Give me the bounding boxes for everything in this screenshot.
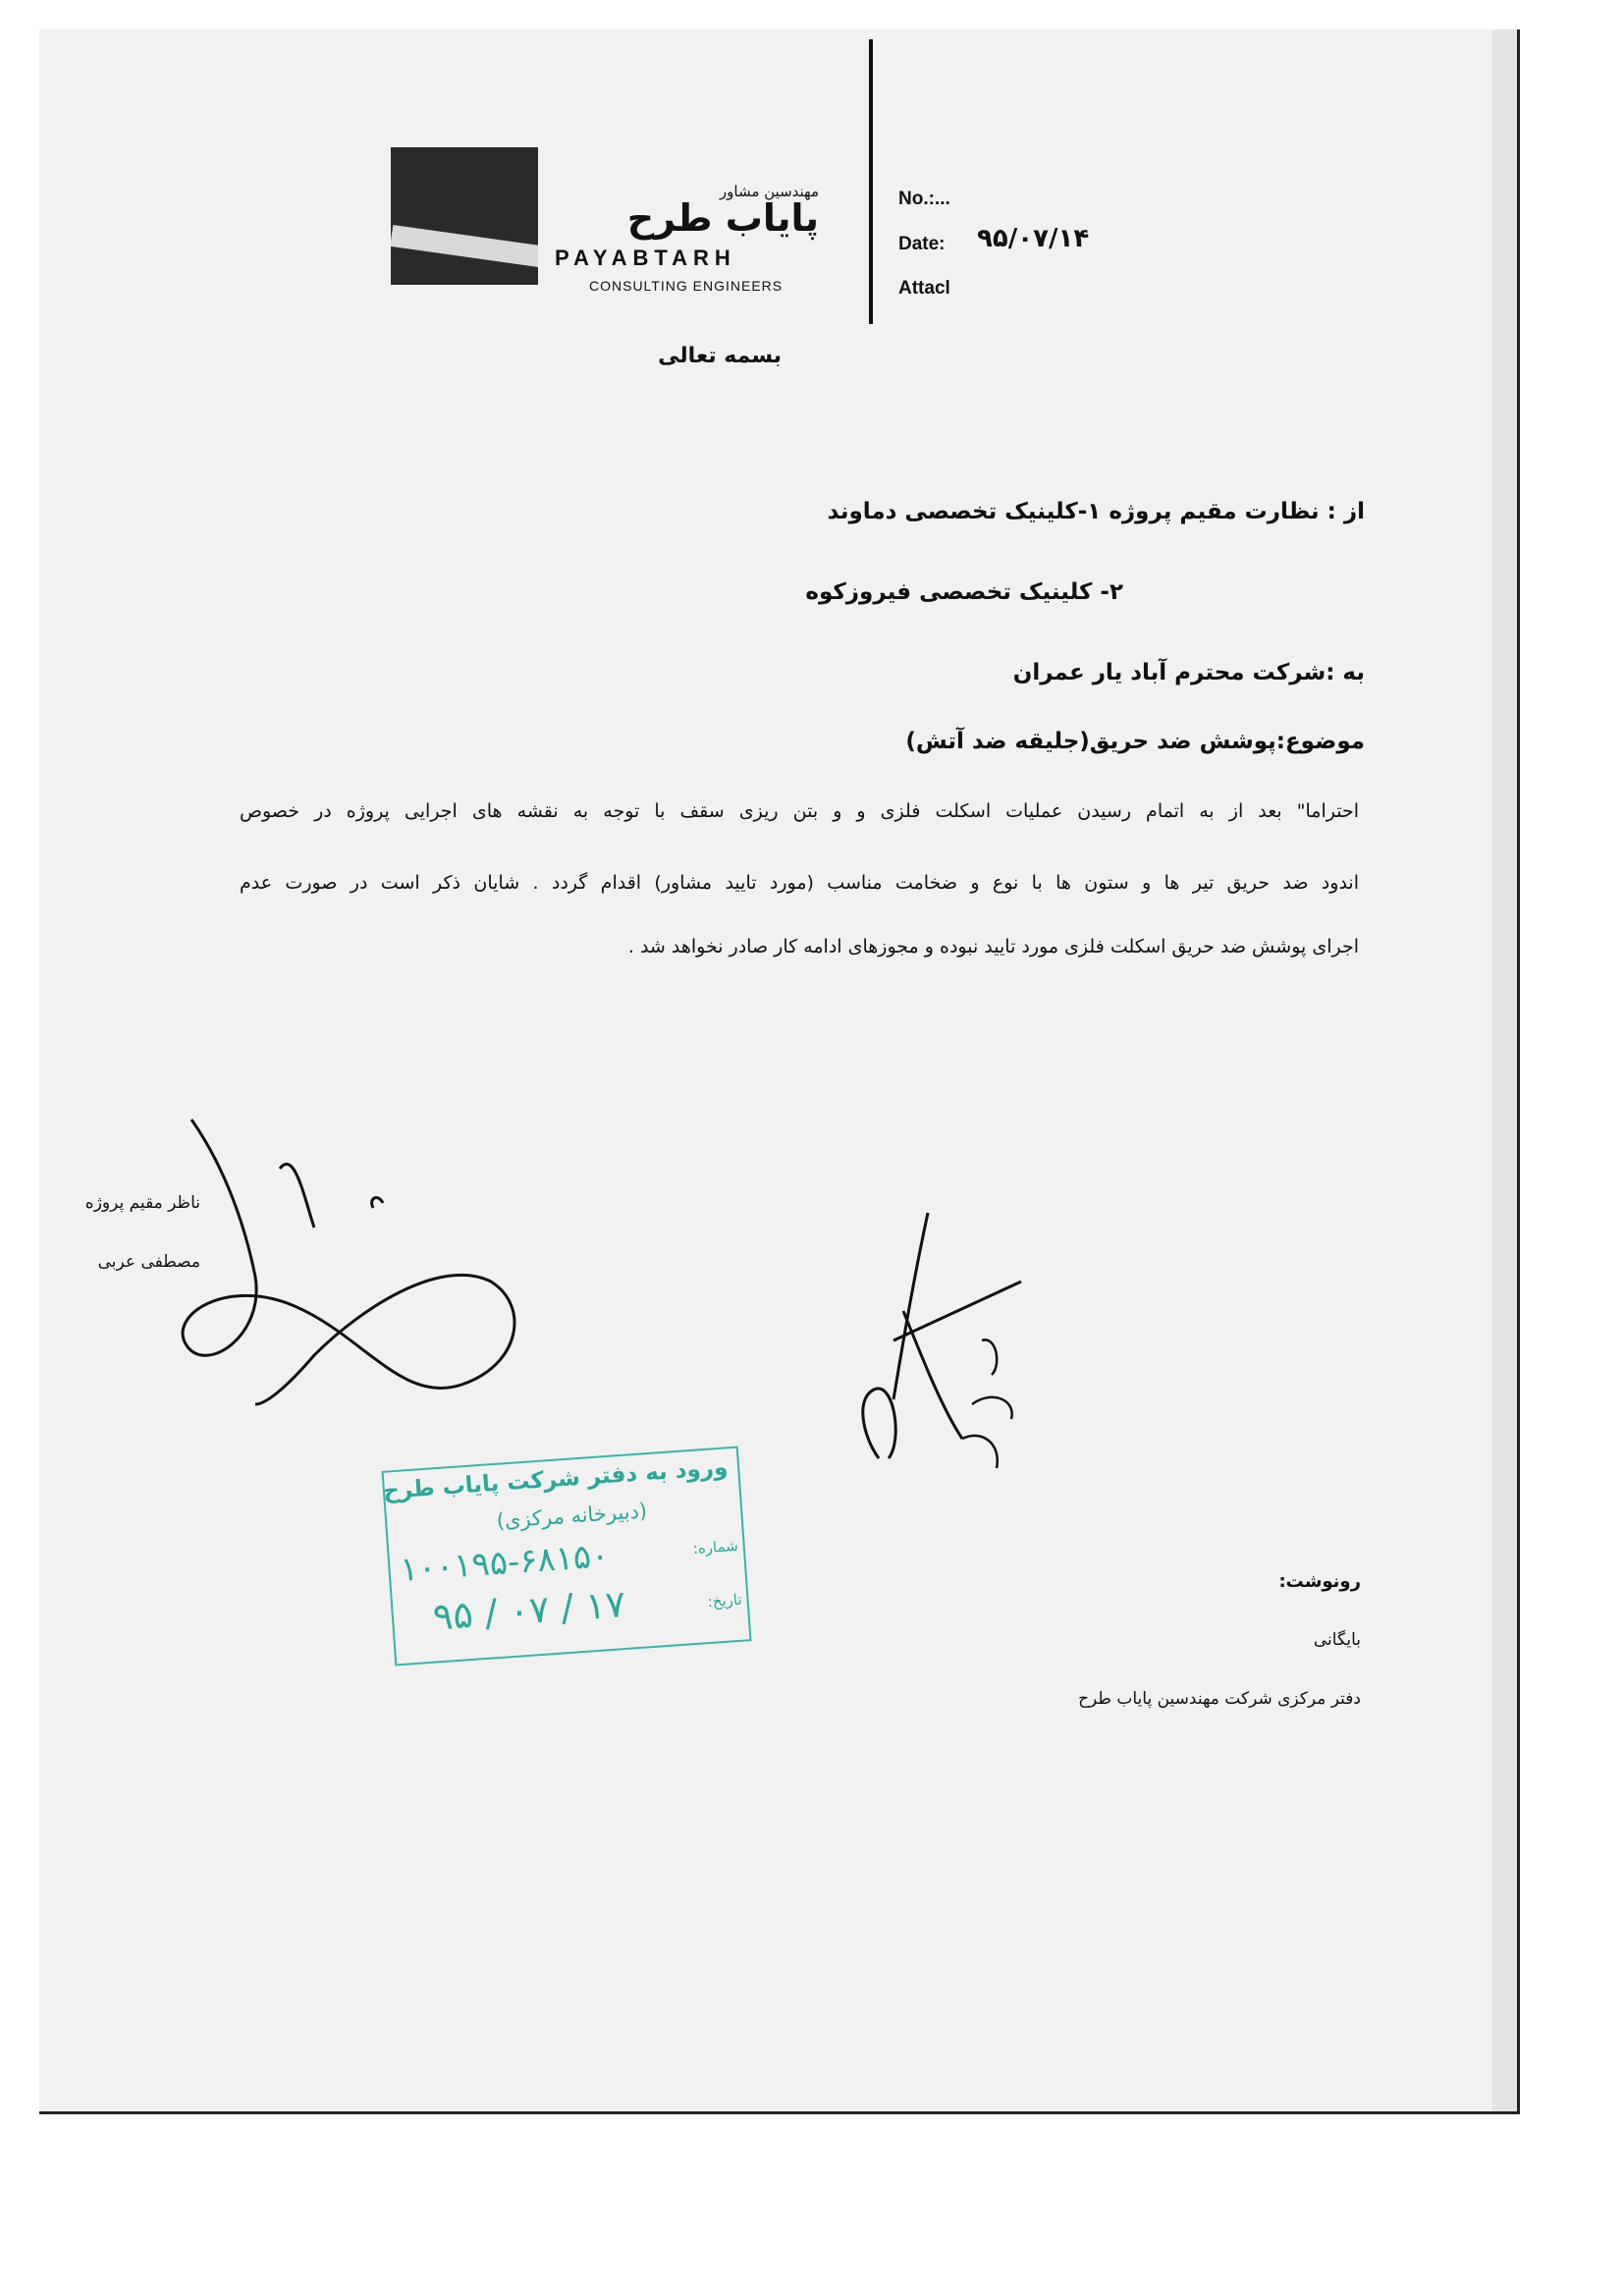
company-subtitle-fa: مهندسین مشاور <box>719 183 819 200</box>
cc-item-head-office: دفتر مرکزی شرکت مهندسین پایاب طرح <box>1078 1689 1361 1709</box>
signatory-name: مصطفی عربی <box>97 1252 200 1272</box>
stamp-date-value: ۹۵ / ۰۷ / ۱۷ <box>431 1581 627 1639</box>
signature-left-image <box>167 1110 550 1414</box>
cc-item-archive: بایگانی <box>1313 1630 1361 1650</box>
invocation-heading: بسمه تعالی <box>658 344 782 368</box>
company-subtitle-en: CONSULTING ENGINEERS <box>589 278 784 294</box>
letter-attachment-label: Attacl <box>898 278 950 299</box>
company-name-fa: پایاب طرح <box>626 196 819 240</box>
stamp-title: ورود به دفتر شرکت پایاب طرح <box>382 1454 730 1504</box>
letter-number-label: No.:... <box>898 189 950 209</box>
company-name-en: PAYABTARH <box>555 246 736 270</box>
to-line: به :شرکت محترم آباد یار عمران <box>1012 660 1365 685</box>
header-divider-line <box>869 39 873 324</box>
from-line: از : نظارت مقیم پروژه ۱-کلینیک تخصصی دماوند <box>827 499 1365 524</box>
received-stamp <box>382 1447 752 1667</box>
letter-date-value: ۹۵/۰۷/۱۴ <box>977 224 1090 253</box>
stamp-number-label: شماره: <box>692 1536 739 1558</box>
cc-label: رونوشت: <box>1278 1571 1361 1592</box>
company-logo-mark <box>391 147 538 285</box>
signature-right-image <box>835 1193 1070 1488</box>
signatory-title: ناظر مقیم پروژه <box>84 1193 200 1213</box>
body-line-2: اندود ضد حریق تیر ها و ستون ها با نوع و ضخامت مناسب (مورد تایید مشاور) اقدام گردد . شایان ذکر است در صورت عدم <box>240 872 1359 894</box>
stamp-date-label: تاریخ: <box>707 1590 743 1612</box>
body-line-3: اجرای پوشش ضد حریق اسکلت فلزی مورد تایید نبوده و مجوزهای ادامه کار صادر نخواهد شد . <box>627 936 1359 957</box>
stamp-subtitle: (دبیرخانه مرکزی) <box>495 1499 648 1533</box>
page-edge-shadow <box>1492 29 1517 2111</box>
from-line-continued: ۲- کلینیک تخصصی فیروزکوه <box>805 579 1123 605</box>
body-line-1: احتراما" بعد از به اتمام رسیدن عملیات اسکلت فلزی و و بتن ریزی سقف با توجه به نقشه های اجرایی پروژه در خصوص <box>240 800 1359 822</box>
letter-date-label: Date: <box>898 234 946 254</box>
letter-page <box>39 29 1520 2114</box>
subject-line: موضوع:پوشش ضد حریق(جلیقه ضد آتش) <box>905 729 1365 754</box>
stamp-number-value: ۱۰۰۱۹۵-۶۸۱۵۰ <box>399 1536 611 1590</box>
